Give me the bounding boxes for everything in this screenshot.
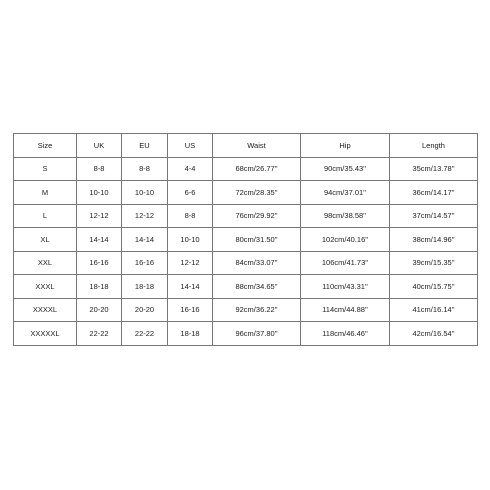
cell-length: 38cm/14.96''	[390, 228, 478, 252]
cell-uk: 16-16	[77, 251, 122, 275]
cell-hip: 114cm/44.88''	[301, 298, 390, 322]
cell-hip: 102cm/40.16''	[301, 228, 390, 252]
cell-size: XXXXL	[14, 298, 77, 322]
cell-eu: 12-12	[122, 204, 168, 228]
table-row	[14, 204, 478, 228]
size-chart-table	[13, 133, 478, 346]
cell-size: XXXL	[14, 275, 77, 299]
cell-eu: 18-18	[122, 275, 168, 299]
table-row	[14, 157, 478, 181]
cell-us: 6-6	[168, 181, 213, 205]
cell-us: 12-12	[168, 251, 213, 275]
cell-length: 35cm/13.78''	[390, 157, 478, 181]
cell-hip: 94cm/37.01''	[301, 181, 390, 205]
cell-waist: 76cm/29.92''	[213, 204, 301, 228]
cell-eu: 20-20	[122, 298, 168, 322]
header-eu: EU	[122, 134, 168, 158]
cell-eu: 22-22	[122, 322, 168, 346]
cell-hip: 110cm/43.31''	[301, 275, 390, 299]
cell-length: 40cm/15.75''	[390, 275, 478, 299]
header-hip: Hip	[301, 134, 390, 158]
cell-uk: 22-22	[77, 322, 122, 346]
cell-us: 4-4	[168, 157, 213, 181]
cell-us: 16-16	[168, 298, 213, 322]
table-row	[14, 298, 478, 322]
cell-uk: 8-8	[77, 157, 122, 181]
cell-hip: 98cm/38.58''	[301, 204, 390, 228]
cell-length: 42cm/16.54''	[390, 322, 478, 346]
cell-us: 8-8	[168, 204, 213, 228]
cell-hip: 90cm/35.43''	[301, 157, 390, 181]
cell-length: 39cm/15.35''	[390, 251, 478, 275]
cell-length: 36cm/14.17''	[390, 181, 478, 205]
cell-size: M	[14, 181, 77, 205]
cell-waist: 92cm/36.22''	[213, 298, 301, 322]
cell-length: 37cm/14.57''	[390, 204, 478, 228]
cell-waist: 72cm/28.35''	[213, 181, 301, 205]
cell-eu: 10-10	[122, 181, 168, 205]
cell-uk: 20-20	[77, 298, 122, 322]
cell-uk: 10-10	[77, 181, 122, 205]
cell-hip: 118cm/46.46''	[301, 322, 390, 346]
cell-uk: 14-14	[77, 228, 122, 252]
cell-waist: 88cm/34.65''	[213, 275, 301, 299]
header-us: US	[168, 134, 213, 158]
cell-waist: 96cm/37.80''	[213, 322, 301, 346]
cell-waist: 80cm/31.50''	[213, 228, 301, 252]
cell-size: XL	[14, 228, 77, 252]
cell-us: 10-10	[168, 228, 213, 252]
cell-waist: 68cm/26.77''	[213, 157, 301, 181]
header-length: Length	[390, 134, 478, 158]
table-row	[14, 228, 478, 252]
cell-eu: 8-8	[122, 157, 168, 181]
cell-size: S	[14, 157, 77, 181]
cell-size: L	[14, 204, 77, 228]
cell-us: 18-18	[168, 322, 213, 346]
table-row	[14, 251, 478, 275]
cell-size: XXL	[14, 251, 77, 275]
cell-waist: 84cm/33.07''	[213, 251, 301, 275]
header-uk: UK	[77, 134, 122, 158]
header-waist: Waist	[213, 134, 301, 158]
cell-length: 41cm/16.14''	[390, 298, 478, 322]
cell-eu: 16-16	[122, 251, 168, 275]
table-header-row	[14, 134, 478, 158]
cell-hip: 106cm/41.73''	[301, 251, 390, 275]
cell-uk: 18-18	[77, 275, 122, 299]
cell-us: 14-14	[168, 275, 213, 299]
table-row	[14, 322, 478, 346]
table-row	[14, 275, 478, 299]
cell-size: XXXXXL	[14, 322, 77, 346]
table-row	[14, 181, 478, 205]
cell-eu: 14-14	[122, 228, 168, 252]
cell-uk: 12-12	[77, 204, 122, 228]
header-size: Size	[14, 134, 77, 158]
